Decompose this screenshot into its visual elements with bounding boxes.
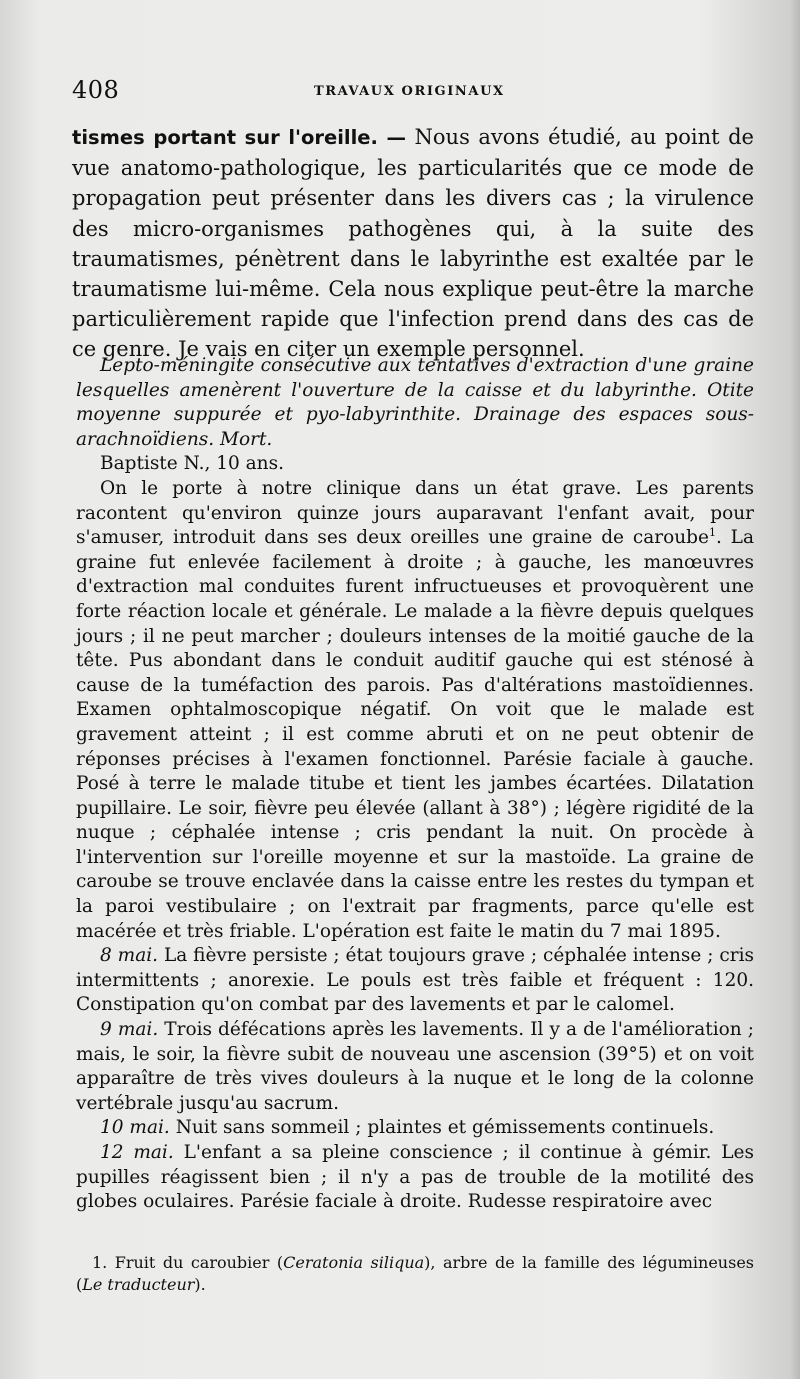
entry-text: Nuit sans sommeil ; plaintes et gémissements continuels.	[175, 1117, 715, 1139]
case-history-part-2: . La graine fut enlevée facilement à droite ; à gauche, les manœuvres d'extraction mal conduites furent infructueuses et provoquèrent une forte réaction locale et générale. Le malade a la fièvre depuis quelques jours ; il ne peut marcher ; douleurs intenses de la moitié gauche de la tête. Pus abondant dans le conduit auditif gauche qui est sténosé à cause de la tuméfaction des parois. Pas d'altérations mastoïdiennes. Examen ophtalmoscopique négatif. On voit que le malade est gravement atteint ; il est comme abruti et on ne peut obtenir de réponses précises à l'examen fonctionnel. Parésie faciale à gauche. Posé à terre le malade titube et tient les jambes écartées. Dilatation pupillaire. Le soir, fièvre peu élevée (allant à 38°) ; légère rigidité de la nuque ; céphalée intense ; cris pendant la nuit. On procède à l'intervention sur l'oreille moyenne et sur la mastoïde. La graine de caroube se trouve enclavée dans la caisse entre les restes du tympan et la paroi vestibulaire ; on l'extrait par fragments, parce qu'elle est macérée et très friable. L'opération est faite le matin du 7 mai 1895.	[76, 527, 754, 942]
case-history-part-1: On le porte à notre clinique dans un état grave. Les parents racontent qu'environ quinze jours auparavant l'enfant avait, pour s'amuser, introduit dans ses deux oreilles une graine de caroube	[76, 477, 754, 549]
entry-date: 12 mai.	[100, 1142, 174, 1163]
footnote-text-middle: ), arbre de la famille des légumineuses (	[76, 1253, 755, 1294]
case-history	[76, 477, 754, 944]
intro-text: Nous avons étudié, au point de vue anatomo-pathologique, les particularités que ce mode de propagation peut présenter dans les divers cas ; la virulence des micro-organismes pathogènes qui, à la suite des traumatismes, pénètrent dans le labyrinthe est exaltée par le traumatisme lui-même. Cela nous explique peut-être la marche particulièrement rapide que l'infection prend dans des cas de ce genre. Je vais en citer un exemple personnel.	[72, 125, 754, 362]
case-entry	[76, 1116, 754, 1141]
entry-date: 9 mai.	[100, 1019, 159, 1041]
entry-date: 8 mai.	[100, 945, 159, 967]
intro-paragraph	[72, 122, 754, 365]
footnote-translator: Le traducteur	[82, 1275, 195, 1294]
case-report	[76, 354, 754, 1215]
intro-bold-lead: tismes portant sur l'oreille. —	[72, 126, 407, 149]
footnote	[76, 1252, 754, 1296]
running-head: TRAVAUX ORIGINAUX	[314, 84, 505, 99]
case-entry	[76, 1018, 754, 1116]
entry-text: La fièvre persiste ; état toujours grave ; céphalée intense ; cris intermittents ; anorexie. Le pouls est très faible et fréquent : 120. Constipation qu'on combat par des lavements et par le calomel.	[76, 945, 754, 1016]
entry-text: L'enfant a sa pleine conscience ; il continue à gémir. Les pupilles réagissent bien ; il n'y a pas de trouble de la motilité des globes oculaires. Parésie faciale à droite. Rudesse respiratoire avec	[76, 1142, 754, 1213]
page-number: 408	[72, 76, 120, 104]
entry-date: 10 mai.	[100, 1117, 170, 1139]
footnote-reference: 1	[708, 526, 716, 539]
case-title: Lepto-méningite consécutive aux tentatives d'extraction d'une graine lesquelles amenèrent l'ouverture de la caisse et du labyrinthe. Otite moyenne suppurée et pyo-labyrinthite. Drainage des espaces sous-arachnoïdiens. Mort.	[76, 355, 754, 450]
case-entry	[76, 1141, 754, 1215]
footnote-text-before: Fruit du caroubier (	[114, 1253, 284, 1272]
footnote-number: 1.	[92, 1253, 108, 1272]
footnote-text-after: ).	[194, 1275, 206, 1294]
case-patient: Baptiste N., 10 ans.	[100, 453, 284, 475]
page-header	[72, 76, 752, 108]
footnotes	[76, 1252, 754, 1296]
footnote-latin-name: Ceratonia siliqua	[283, 1253, 425, 1272]
case-entry	[76, 944, 754, 1018]
entry-text: Trois défécations après les lavements. Il y a de l'amélioration ; mais, le soir, la fièvre subit de nouveau une ascension (39°5) et on voit apparaître de très vives douleurs à la nuque et le long de la colonne vertébrale jusqu'au sacrum.	[76, 1019, 754, 1114]
